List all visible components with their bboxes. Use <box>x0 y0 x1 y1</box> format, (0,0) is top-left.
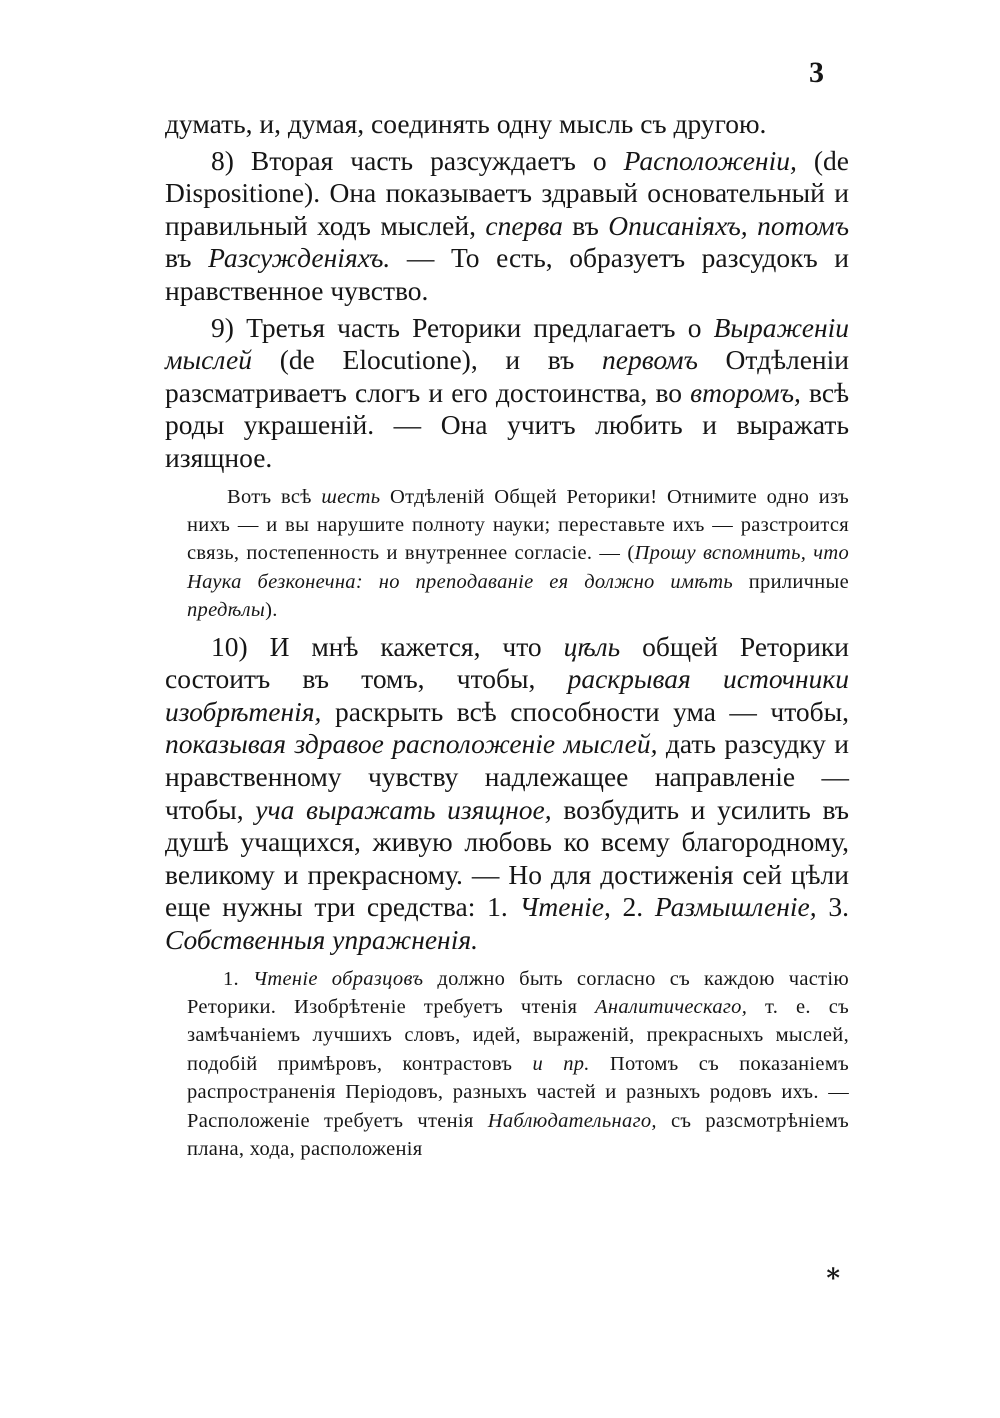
italic-run: и пр. <box>532 1052 590 1075</box>
italic-run: предѣлы <box>187 599 266 622</box>
paragraph-continuation <box>165 108 849 141</box>
italic-run: уча выражать изящное, <box>255 793 552 825</box>
italic-run: Аналитическаго, <box>595 995 748 1018</box>
italic-run: Чтеніе образцовъ <box>253 967 424 990</box>
signature-mark: * <box>826 1264 840 1294</box>
italic-run: первомъ <box>602 344 698 376</box>
italic-run: второмъ, <box>690 376 801 408</box>
text-run: Отдѣленіи разсматриваетъ слогъ и его достоинства, во <box>165 344 850 408</box>
italic-run: показывая здравое расположеніе мыслей, <box>165 728 658 760</box>
italic-run: раскрывая источники изобрѣтенія, <box>165 663 849 727</box>
footnote-remark <box>165 483 849 625</box>
italic-run: Выраженіи мыслей <box>165 311 849 376</box>
text-run: 8) Вторая часть разсуждаетъ о <box>211 144 624 176</box>
italic-run: сперва <box>485 209 563 241</box>
italic-run: Собственныя упражненія. <box>165 923 478 955</box>
text-run: Отдѣленій Общей Реторики! Отнимите одно изъ нихъ — и вы нарушите полноту науки; переставьте ихъ — разстроится связь, постепенность и внутреннее согласіе. — ( <box>187 485 850 565</box>
page-number: 3 <box>809 56 824 89</box>
text-run: должно быть согласно съ каждою частію Реторики. Изобрѣтеніе требуетъ чтенія <box>187 967 850 1018</box>
paragraph-9 <box>165 312 849 475</box>
paragraph-10 <box>165 631 849 957</box>
italic-run: Прошу вспомнить, что Наука безконечна: но преподаваніе ея должно имѣть <box>187 542 849 593</box>
italic-run: Описаніяхъ, <box>608 209 748 241</box>
italic-run: Чтеніе, <box>519 891 611 923</box>
italic-run: Расположеніи, <box>623 144 797 176</box>
text-run: всѣ роды украшеній. — Она учитъ любить и выражать изящное. <box>165 376 849 473</box>
text-run: 1. <box>223 967 253 990</box>
text-run: раскрыть всѣ способности ума — чтобы, <box>321 695 849 727</box>
text-run: (de Elocutione), и въ <box>252 344 603 376</box>
italic-run: Наблюдательнаго, <box>487 1109 657 1132</box>
text-run: Потомъ съ показаніемъ распространенія Періодовъ, разныхъ частей и разныхъ родовъ ихъ. — Расположеніе требуетъ чтенія <box>187 1052 849 1132</box>
text-run <box>748 210 757 241</box>
footnote-reading <box>165 965 849 1164</box>
text-run: въ <box>562 209 609 241</box>
italic-run: потомъ <box>757 209 849 241</box>
italic-run: Разсужденіяхъ. <box>208 242 391 274</box>
text-run: дать разсудку и нравственному чувству надлежащее направленіе — чтобы, <box>165 728 849 825</box>
text-run: Вотъ всѣ <box>227 485 322 508</box>
text-run: 3. <box>816 891 849 923</box>
text-run: — То есть, образуетъ разсудокъ и нравственное чувство. <box>165 242 849 306</box>
text-run: думать, и, думая, соединять одну мысль съ другою. <box>165 108 767 139</box>
italic-run: Размышленіе, <box>654 891 817 923</box>
text-run: ). <box>265 599 278 622</box>
text-run: въ <box>165 242 209 274</box>
text-run: возбудить и усилить въ душѣ учащихся, живую любовь ко всему благородному, великому и прекрасному. — Но для достиженія сей цѣли еще нужны три средства: 1. <box>165 793 849 923</box>
text-run: (de Dispositione). Она показываетъ здравый основательный и правильный ходъ мыслей, <box>165 144 849 241</box>
paragraph-8 <box>165 145 849 308</box>
text-run: общей Реторики состоитъ въ томъ, чтобы, <box>165 630 849 695</box>
page-body <box>165 108 849 1169</box>
italic-run: шесть <box>321 485 381 508</box>
text-run: т. е. съ замѣчаніемъ лучшихъ словъ, идей, выраженій, прекрасныхъ мыслей, подобій примѣровъ, контрастовъ <box>187 995 849 1075</box>
text-run: 2. <box>610 891 655 923</box>
text-run: съ разсмотрѣніемъ плана, хода, расположенія <box>187 1109 849 1160</box>
text-run: 9) Третья часть Реторики предлагаетъ о <box>211 311 714 343</box>
text-run: 10) И мнѣ кажется, что <box>211 630 564 662</box>
text-run: приличные <box>733 570 849 593</box>
italic-run: цѣль <box>563 630 621 662</box>
